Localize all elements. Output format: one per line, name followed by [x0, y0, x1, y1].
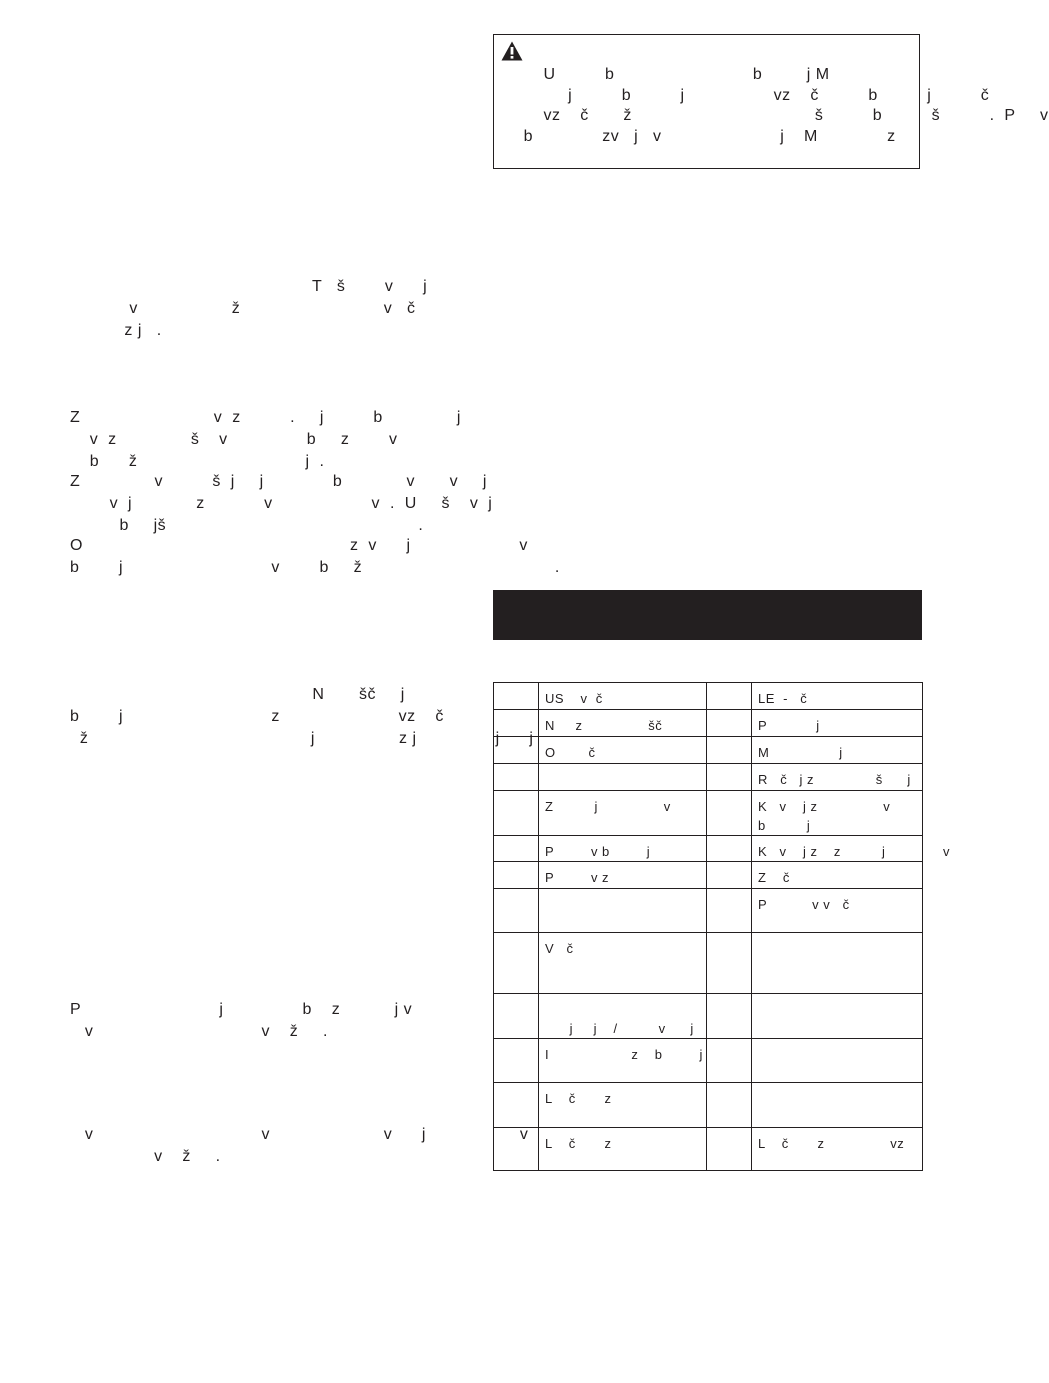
table-row — [494, 1083, 923, 1128]
text-line: U b b j M — [494, 66, 830, 83]
part-number-cell — [494, 1039, 539, 1083]
table-row — [494, 889, 923, 933]
part-name-cell: I z b j — [539, 1039, 707, 1083]
table-row — [494, 933, 923, 994]
text-line: ž j z j j j — [70, 730, 534, 747]
part-number-cell — [707, 862, 752, 889]
text-line: vz č ž š b š . P v — [494, 107, 1049, 124]
text-line: v ž . — [70, 1148, 221, 1165]
part-number-cell — [707, 737, 752, 764]
part-number-cell — [707, 933, 752, 994]
part-number-cell — [707, 764, 752, 791]
part-number-cell — [707, 836, 752, 862]
part-name-cell: K v j z v b j — [752, 791, 923, 836]
text-line: Z v š j j b v v j — [70, 473, 487, 490]
text-line: v j z v v . U š v j — [70, 495, 493, 512]
section-heading-bar — [493, 590, 922, 640]
part-number-cell — [707, 1083, 752, 1128]
part-name-cell — [752, 994, 923, 1039]
part-number-cell — [494, 1128, 539, 1171]
text-line: v v ž . — [70, 1023, 328, 1040]
text-line: b j v b ž . — [70, 559, 560, 576]
paragraph-1 — [70, 276, 427, 342]
part-name-cell: N z šč — [539, 710, 707, 737]
part-name-cell: Z j v — [539, 791, 707, 836]
part-number-cell — [494, 710, 539, 737]
table-row — [494, 994, 923, 1039]
text-line: b ž j . — [70, 453, 325, 470]
part-name-cell — [752, 933, 923, 994]
part-name-cell: K v j z z j v — [752, 836, 923, 862]
text-line: b j z vz č — [70, 708, 444, 725]
table-row — [494, 1128, 923, 1171]
part-number-cell — [494, 836, 539, 862]
part-number-cell — [494, 933, 539, 994]
text-line: j b j vz č b j č — [494, 86, 990, 104]
part-number-cell — [494, 862, 539, 889]
text-line: P j b z j v — [70, 1001, 413, 1018]
table-row — [494, 1039, 923, 1083]
table-row — [494, 764, 923, 791]
table-row — [494, 737, 923, 764]
part-name-cell — [752, 1039, 923, 1083]
table-row — [494, 710, 923, 737]
text-line: z j . — [70, 322, 162, 339]
warning-text — [494, 65, 1049, 147]
text-line: b jš . — [70, 517, 424, 534]
part-number-cell — [707, 710, 752, 737]
part-name-cell: P v b j — [539, 836, 707, 862]
text-line: Z v z . j b j — [70, 409, 461, 426]
part-name-cell: Z č — [752, 862, 923, 889]
text-line: O z v j v — [70, 537, 528, 554]
paragraph-4 — [70, 535, 560, 579]
part-name-cell: O č — [539, 737, 707, 764]
part-name-cell: P j — [752, 710, 923, 737]
part-number-cell — [494, 791, 539, 836]
table-row — [494, 862, 923, 889]
warning-box — [493, 34, 1049, 169]
text-line: v v v j v — [70, 1126, 529, 1143]
table-row — [494, 791, 923, 836]
part-name-cell: LE - č — [752, 683, 923, 710]
text-line: b zv j v j M z — [494, 127, 896, 145]
part-number-cell — [494, 994, 539, 1039]
part-name-cell: P v v č — [752, 889, 923, 933]
part-number-cell — [707, 1128, 752, 1171]
part-number-cell — [494, 1083, 539, 1128]
part-name-cell — [752, 1083, 923, 1128]
part-number-cell — [707, 889, 752, 933]
part-name-cell: V č — [539, 933, 707, 994]
part-number-cell — [707, 1039, 752, 1083]
text-line: v ž v č — [70, 300, 416, 317]
table-row — [494, 836, 923, 862]
paragraph-3 — [70, 471, 492, 537]
paragraph-2 — [70, 407, 461, 473]
table-row — [494, 683, 923, 710]
part-name-cell: L č z — [539, 1128, 707, 1171]
paragraph-7 — [70, 1124, 528, 1168]
part-number-cell — [707, 791, 752, 836]
part-name-cell: L č z vz — [752, 1128, 923, 1171]
part-name-cell — [539, 764, 707, 791]
part-name-cell: L č z — [539, 1083, 707, 1128]
part-number-cell — [494, 764, 539, 791]
part-number-cell — [494, 683, 539, 710]
part-name-cell — [539, 889, 707, 933]
part-name-cell: M j — [752, 737, 923, 764]
part-name-cell: P v z — [539, 862, 707, 889]
part-number-cell — [494, 889, 539, 933]
part-number-cell — [707, 994, 752, 1039]
warning-triangle-icon — [501, 41, 523, 61]
part-number-cell — [707, 683, 752, 710]
text-line: N šč j — [70, 686, 405, 703]
paragraph-5 — [70, 684, 533, 750]
text-line: v z š v b z v — [70, 431, 398, 448]
paragraph-6 — [70, 999, 412, 1043]
part-name-cell: j j / v j — [539, 994, 707, 1039]
text-line: T š v j — [70, 278, 428, 295]
part-number-cell — [494, 737, 539, 764]
parts-table — [493, 682, 950, 1171]
part-name-cell: R č j z š j — [752, 764, 923, 791]
part-name-cell: US v č — [539, 683, 707, 710]
